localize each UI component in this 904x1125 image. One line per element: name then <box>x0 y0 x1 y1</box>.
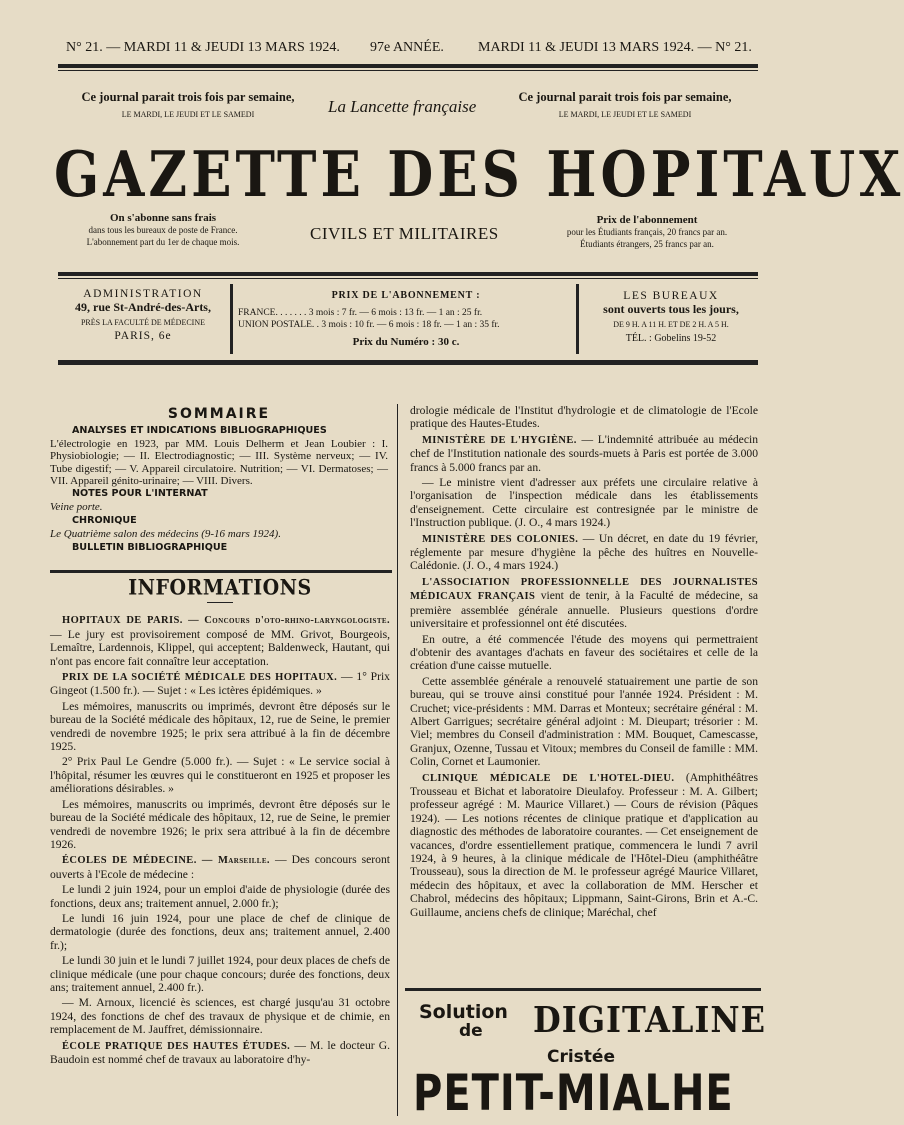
sommaire-text-1: L'électrologie en 1923, par MM. Louis Delherm et Jean Loubier : I. Physiobiologie; — II. Electrodiagnostic; — III. Système nerveux; — IV. Tube digestif; — V. Appareil circulatoire. Nutrition; — VI. Dermatoses; — VII. Appareil génito-urinaire; — VIII. Divers. <box>50 437 388 488</box>
info-head-1: HOPITAUX DE PARIS. — Concours d'oto-rhino-laryngologiste. <box>62 615 390 627</box>
price-france: FRANCE. . . . . . . 3 mois : 7 fr. — 6 mois : 13 fr. — 1 an : 25 fr. <box>238 308 483 318</box>
bureaux-title: LES BUREAUX <box>623 290 719 302</box>
sommaire-rule <box>50 570 392 573</box>
days-text: LE MARDI, LE JEUDI ET LE SAMEDI <box>121 110 255 119</box>
admin-title: ADMINISTRATION <box>83 288 203 300</box>
admin-address: 49, rue St-André-des-Arts, <box>75 300 211 314</box>
right-head-8: CLINIQUE MÉDICALE DE L'HOTEL-DIEU. <box>422 772 675 784</box>
price-numero: Prix du Numéro : 30 c. <box>352 336 460 348</box>
right-text-3: — Le ministre vient d'adresser aux préfets une circulaire relative à l'organisation de l'inspection médicale dans les établissements d'enseignement. Cette circulaire est contresignée par le ministre de l'Instruction publique. (J. O., 4 mars 1924.) <box>410 476 758 530</box>
informations <box>50 575 390 1068</box>
ad-digitaline: DIGITALINE <box>533 999 767 1041</box>
sub-price-students: pour les Étudiants français, 20 francs par an. <box>566 227 728 237</box>
admin-city: PARIS, 6e <box>114 330 172 342</box>
frequency-text-right: Ce journal parait trois fois par semaine, <box>518 90 732 104</box>
price-title: PRIX DE L'ABONNEMENT : <box>331 290 481 301</box>
ad-de: de <box>459 1021 483 1041</box>
header-rule <box>58 272 758 276</box>
sommaire-section-1: ANALYSES ET INDICATIONS BIBLIOGRAPHIQUES <box>72 425 327 437</box>
info-text-8: Le lundi 16 juin 1924, pour une place de chef de clinique de dermatologie (durée des fonctions, deux ans; traitement annuel, 2.400 fr.); <box>50 911 390 952</box>
info-head-6: ÉCOLES DE MÉDECINE. — Marseille. <box>62 855 270 867</box>
subscribe-info <box>58 212 268 248</box>
sommaire-text-3: Le Quatrième salon des médecins (9-16 mars 1924). <box>50 527 281 540</box>
sub-price-title: Prix de l'abonnement <box>596 214 698 226</box>
right-text-4: — Un décret, en date du 19 février, réglemente par mesure d'hygiène la pêche des huîtres en Nouvelle-Calédonie. (J. O., 4 mars 1924.) <box>410 531 758 573</box>
informations-ornament <box>207 602 233 603</box>
right-text-2: — L'indemnité attribuée au médecin chef de l'Institution nationale des sourds-muets à Paris est portée de 3.000 francs à 5.000 francs par an. <box>410 432 758 474</box>
right-head-5: L'ASSOCIATION PROFESSIONNELLE DES JOURNALISTES MÉDICAUX FRANÇAIS <box>410 576 758 603</box>
info-text-7: Le lundi 2 juin 1924, pour un emploi d'aide de physiologie (durée des fonctions, deux ans; traitement annuel, 2.000 fr.); <box>50 883 390 910</box>
info-text-1: — Le jury est provisoirement composé de MM. Grivot, Bourgeois, Lemaître, Lardennois, Klippel, qui acceptent; Baldenweck, Hautant, qui n'ont pas encore fait connaître leur acceptation. <box>50 627 390 668</box>
sommaire-section-4: BULLETIN BIBLIOGRAPHIQUE <box>72 542 228 554</box>
infobox-bottom-rule <box>58 360 758 365</box>
top-rule-thin <box>58 70 758 71</box>
right-text-1: drologie médicale de l'Institut d'hydrologie et de climatologie de l'Ecole pratique des Hautes-Etudes. <box>410 404 758 431</box>
admin-near: PRÈS LA FACULTÉ DE MÉDECINE <box>80 318 205 327</box>
sommaire <box>50 408 388 554</box>
issue-line-left: N° 21. — MARDI 11 & JEUDI 13 MARS 1924. <box>66 40 340 55</box>
price-union: UNION POSTALE. . 3 mois : 10 fr. — 6 mois : 18 fr. — 1 an : 35 fr. <box>238 320 500 330</box>
info-text-2: — 1° Prix Gingeot (1.500 fr.). — Sujet : « Les ictères épidémiques. » <box>50 670 390 698</box>
price-box <box>238 290 574 348</box>
info-text-11: — M. le docteur G. Baudoin est nommé chef de travaux au laboratoire d'hy- <box>50 1038 390 1066</box>
issue-year: 97e ANNÉE. <box>370 40 444 55</box>
info-text-10: — M. Arnoux, licencié ès sciences, est chargé jusqu'au 31 octobre 1924, des fonctions de chef des travaux de physique et de chimie, en remplacement de M. Jauffret, démissionnaire. <box>50 996 390 1037</box>
info-text-3: Les mémoires, manuscrits ou imprimés, devront être déposés sur le bureau de la Société médicale des hôpitaux, 12, rue de Seine, le premier vendredi de novembre 1925; le prix sera attribué à la fin de décembre 1925. <box>50 699 390 754</box>
masthead-subtitle: CIVILS ET MILITAIRES <box>310 224 499 243</box>
subscribe-line-3: L'abonnement part du 1er de chaque mois. <box>86 237 240 247</box>
sommaire-section-3: CHRONIQUE <box>72 515 137 527</box>
right-text-7: Cette assemblée générale a renouvelé statuairement une partie de son bureau, qui se trouve ainsi constitué pour l'année 1924. Président : M. Cruchet; vice-présidents : MM. Darras et Monteux; secrétaire général : M. Albert Garrigues; secrétaire général adjoint : M. Dieupart; trésorier : M. Viel; membres du Conseil d'administration : MM. Bouquet, Camescasse, Granjux, Ozenne, Tussau et Vitoux; membres du Conseil de famille : MM. Colin, Cornet et Laumonier. <box>410 674 758 769</box>
bureaux-open: sont ouverts tous les jours, <box>603 302 739 316</box>
right-head-4: MINISTÈRE DES COLONIES. <box>422 533 579 545</box>
right-column <box>410 404 758 921</box>
bureaux-box <box>582 290 760 345</box>
sub-price-foreign: Étudiants étrangers, 25 francs par an. <box>580 239 714 249</box>
info-text-9: Le lundi 30 juin et le lundi 7 juillet 1924, pour deux places de chefs de clinique médicale (une pour chaque concours; durée des fonctions, deux ans; traitement annuel, 2.400 fr.). <box>50 954 390 994</box>
subscribe-title: On s'abonne sans frais <box>109 212 217 224</box>
header-right <box>515 90 735 121</box>
administration-box <box>58 288 228 342</box>
subscribe-line-2: dans tous les bureaux de poste de France. <box>88 225 238 235</box>
info-head-11: ÉCOLE PRATIQUE DES HAUTES ÉTUDES. <box>62 1040 291 1052</box>
info-text-5: Les mémoires, manuscrits ou imprimés, devront être déposés sur le bureau de la Société médicale des hôpitaux, 12, rue de Seine, le premier vendredi de novembre 1926; le prix sera attribué à la fin de décembre 1926. <box>50 797 390 851</box>
bureaux-tel: TÉL. : Gobelins 19-52 <box>625 333 717 344</box>
subscription-price-info <box>532 214 762 250</box>
sommaire-section-2: NOTES POUR L'INTERNAT <box>72 488 208 500</box>
masthead-title: GAZETTE DES HOPITAUX <box>54 138 904 212</box>
infobox-divider-1 <box>230 284 233 354</box>
top-rule <box>58 64 758 68</box>
column-divider <box>397 404 398 1116</box>
ad-cristee: Cristée <box>547 1047 615 1067</box>
bureaux-hours: DE 9 H. A 11 H. ET DE 2 H. A 5 H. <box>613 320 729 329</box>
header-left <box>78 90 298 121</box>
right-text-8: (Amphithéâtres Trousseau et Bichat et laboratoire Dieulafoy. Professeur : M. A. Gilbert; professeur agrégé : M. Maurice Villaret.) — Cours de révision (Pâques 1924). — Les notions récentes de clinique pratique et d'application au diagnostic des méthodes de laboratoire courantes. — Cet enseignement de vacances, d'ordre essentiellement pratique, commencera le lundi 7 avril 1924, à 9 heures, à la clinique médicale de l'Hôtel-Dieu (amphithéâtre Trousseau), sous la direction de M. le professeur agrégé Maurice Villaret, médecin des hôpitaux, et avec la collaboration de MM. Herscher et Chabrol, médecins des hôpitaux; Lippmann, Saint-Girons, Brin et A.-C. Guillaume, anciens chefs de clinique; Maréchal, chef <box>410 770 758 919</box>
info-text-6: — Des concours seront ouverts à l'Ecole de médecine : <box>50 853 390 881</box>
sommaire-title: SOMMAIRE <box>167 406 271 422</box>
right-head-2: MINISTÈRE DE L'HYGIÈNE. <box>422 434 577 446</box>
frequency-text: Ce journal parait trois fois par semaine, <box>81 90 295 104</box>
right-text-5: vient de tenir, à la Faculté de médecine, sa première assemblée générale annuelle. Plusieurs questions d'ordre universitaire et professionnel ont été discutées. <box>410 589 758 631</box>
info-head-2: PRIX DE LA SOCIÉTÉ MÉDICALE DES HOPITAUX. <box>62 672 338 684</box>
tagline: La Lancette française <box>328 97 477 116</box>
sommaire-text-2: Veine porte. <box>50 500 103 513</box>
issue-line-right: MARDI 11 & JEUDI 13 MARS 1924. — N° 21. <box>478 40 752 55</box>
header-rule-thin <box>58 278 758 279</box>
informations-title: INFORMATIONS <box>128 575 312 601</box>
days-text-right: LE MARDI, LE JEUDI ET LE SAMEDI <box>558 110 692 119</box>
ad-petit-mialhe: PETIT-MIALHE <box>413 1065 734 1123</box>
right-text-6: En outre, a été commencée l'étude des moyens qui permettraient d'obtenir des avantages d'achats en faveur des sociétaires et celle de la création d'une caisse mutuelle. <box>410 632 758 673</box>
ad-solution: Solution <box>419 1001 508 1023</box>
infobox-divider-2 <box>576 284 579 354</box>
digitaline-ad <box>405 988 767 1125</box>
info-text-4: 2° Prix Paul Le Gendre (5.000 fr.). — Sujet : « Le service social à l'hôpital, résumer les œuvres qui le constitueront en 1925 et proposer les améliorations désirables. » <box>50 755 390 796</box>
